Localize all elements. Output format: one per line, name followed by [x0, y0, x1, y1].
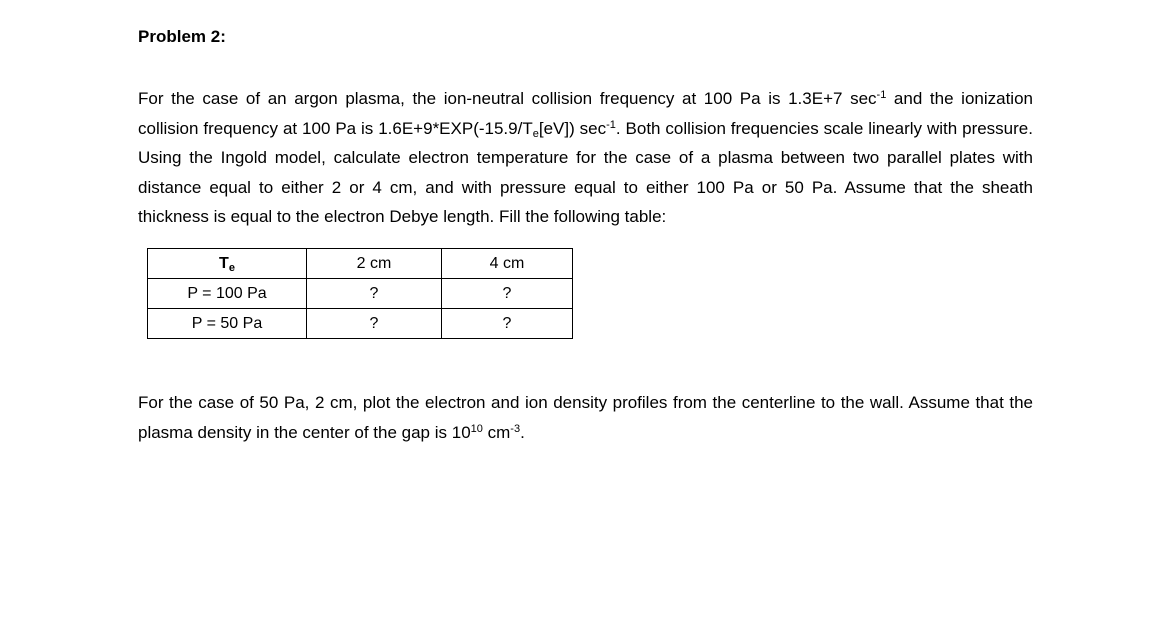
- plot-text-1: For the case of 50 Pa, 2 cm, plot the electron and ion density profiles from the centerline to the wall. Assume that the plasma density in the center of the gap is 10: [138, 392, 1033, 442]
- results-table-wrapper: [147, 248, 1033, 339]
- col-header-2cm: 2 cm: [307, 248, 442, 278]
- plot-sup-1: 10: [470, 422, 483, 435]
- table-cell: ?: [307, 278, 442, 308]
- problem-description: [138, 84, 1033, 232]
- desc-text-1: For the case of an argon plasma, the ion-neutral collision frequency at 100 Pa is 1.3E+7 sec: [138, 89, 877, 108]
- desc-sub-1: e: [532, 127, 539, 140]
- row-label-100pa: P = 100 Pa: [148, 278, 307, 308]
- table-row: [148, 278, 573, 308]
- plot-text-2: cm: [482, 422, 511, 442]
- desc-sup-2: -1: [606, 118, 616, 131]
- table-row: [148, 308, 573, 338]
- col-header-4cm: 4 cm: [442, 248, 573, 278]
- desc-sup-1: -1: [876, 89, 887, 101]
- desc-text-2: and the ionization collision frequency at 100 Pa is 1.6E+9*EXP(-15.9/T: [138, 89, 1033, 138]
- table-cell: ?: [307, 308, 442, 338]
- results-table: [147, 248, 573, 339]
- desc-text-3: [eV]) sec: [538, 118, 607, 138]
- table-header-row: [148, 248, 573, 278]
- table-corner-cell: [148, 248, 307, 278]
- document-page: [138, 24, 1033, 447]
- te-symbol: T: [219, 254, 229, 272]
- plot-instructions: [138, 388, 1033, 447]
- plot-sup-2: -3: [510, 422, 521, 435]
- te-subscript: e: [228, 261, 235, 274]
- table-cell: ?: [442, 278, 573, 308]
- table-cell: ?: [442, 308, 573, 338]
- row-label-50pa: P = 50 Pa: [148, 308, 307, 338]
- desc-text-4: . Both collision frequencies scale linearly with pressure. Using the Ingold model, calculate electron temperature for the case of a plasma between two parallel plates with distance equal to either 2 or 4 cm, and with pressure equal to either 100 Pa or 50 Pa. Assume that the sheath thickness is equal to the electron Debye length. Fill the following table:: [138, 118, 1033, 227]
- problem-title: Problem 2:: [138, 27, 226, 46]
- plot-text-3: .: [520, 422, 525, 442]
